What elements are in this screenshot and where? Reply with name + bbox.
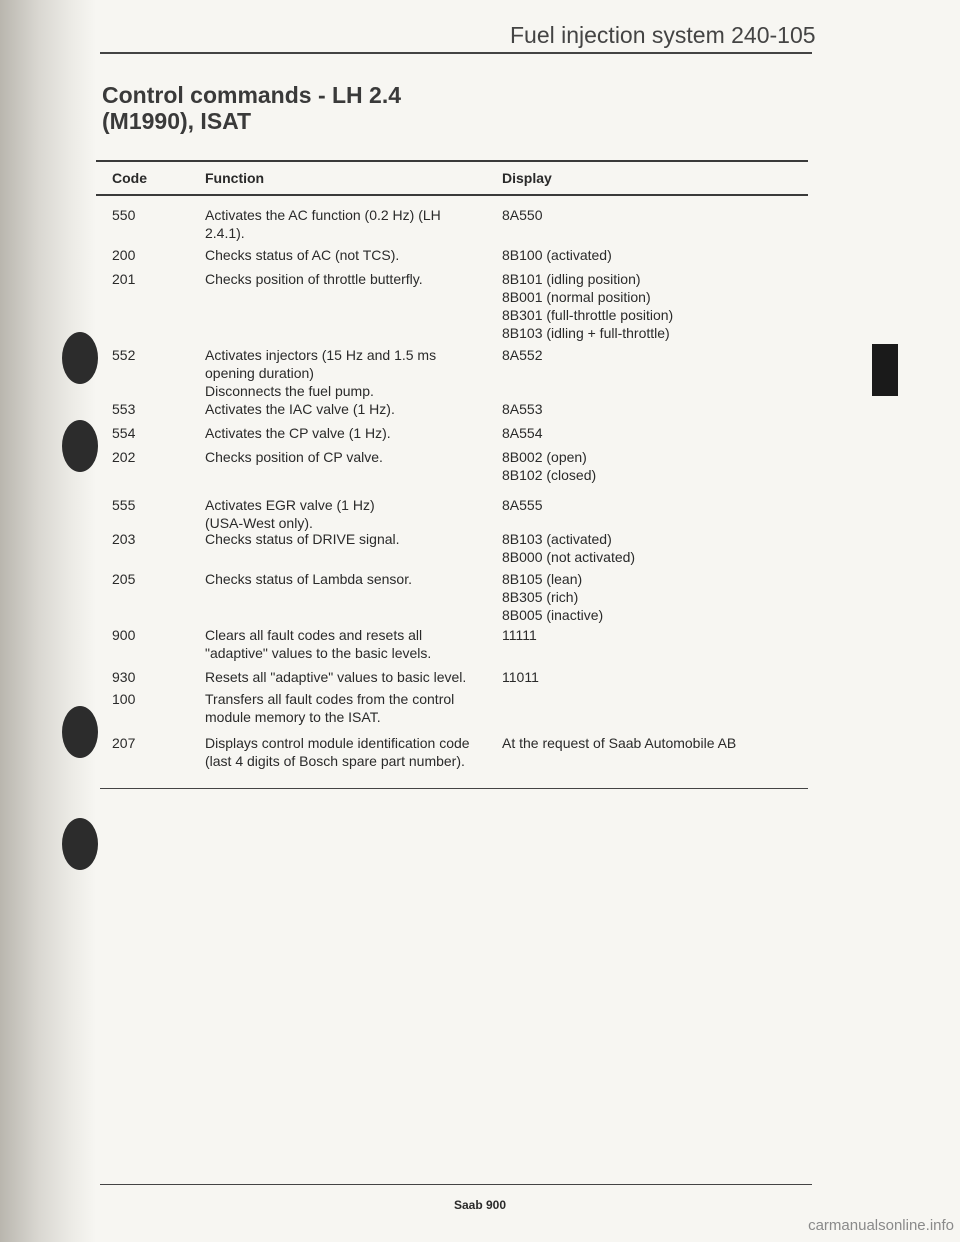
function-line: Activates the CP valve (1 Hz).: [205, 425, 391, 441]
function-line: (last 4 digits of Bosch spare part number).: [205, 753, 465, 769]
row-function: [205, 496, 493, 532]
display-line: 11111: [502, 627, 537, 643]
display-line: 8B001 (normal position): [502, 289, 651, 305]
header-code: Code: [112, 170, 147, 186]
row-code: 553: [112, 401, 136, 417]
row-code: 552: [112, 347, 136, 363]
row-function: [205, 734, 493, 770]
row-code: 550: [112, 207, 136, 223]
row-display: [502, 496, 802, 514]
function-line: Disconnects the fuel pump.: [205, 383, 374, 399]
control-commands-table: [96, 160, 808, 769]
running-header: Fuel injection system 240-105: [510, 22, 816, 48]
function-line: Checks status of Lambda sensor.: [205, 571, 412, 587]
function-line: Displays control module identification code: [205, 735, 470, 751]
binder-hole: [62, 420, 98, 472]
function-line: Checks status of AC (not TCS).: [205, 247, 400, 263]
display-line: 8A553: [502, 401, 543, 417]
function-line: Activates the AC function (0.2 Hz) (LH: [205, 207, 441, 223]
row-code: 900: [112, 627, 136, 643]
row-code: 201: [112, 271, 136, 287]
row-function: [205, 626, 493, 662]
row-display: [502, 626, 802, 644]
row-display: [502, 448, 802, 484]
section-title-line: Control commands - LH 2.4: [102, 82, 402, 108]
binder-hole: [62, 706, 98, 758]
row-code: 100: [112, 691, 136, 707]
display-line: 8B103 (activated): [502, 531, 612, 547]
function-line: Checks status of DRIVE signal.: [205, 531, 400, 547]
header-rule: [100, 52, 812, 54]
row-function: [205, 424, 493, 442]
display-line: 8B005 (inactive): [502, 607, 604, 623]
display-line: 8B103 (idling + full-throttle): [502, 325, 670, 341]
row-display: [502, 734, 802, 752]
function-line: (USA-West only).: [205, 515, 313, 531]
function-line: module memory to the ISAT.: [205, 709, 381, 725]
row-code: 205: [112, 571, 136, 587]
row-function: [205, 690, 493, 726]
table-header: [96, 160, 808, 196]
page-footer: Saab 900: [453, 1198, 507, 1212]
row-code: 554: [112, 425, 136, 441]
row-function: [205, 246, 493, 264]
binder-hole: [62, 818, 98, 870]
watermark: carmanualsonline.info: [808, 1217, 954, 1234]
row-display: [502, 206, 802, 224]
page-binding-edge: [0, 0, 96, 1242]
function-line: Activates injectors (15 Hz and 1.5 ms: [205, 347, 437, 363]
row-code: 207: [112, 735, 136, 751]
row-function: [205, 668, 493, 686]
function-line: opening duration): [205, 365, 314, 381]
function-line: Transfers all fault codes from the control: [205, 691, 455, 707]
function-line: Checks position of throttle butterfly.: [205, 271, 423, 287]
function-line: 2.4.1).: [205, 225, 245, 241]
row-display: [502, 570, 802, 624]
section-title: [102, 82, 482, 134]
display-line: 8B000 (not activated): [502, 549, 636, 565]
row-code: 203: [112, 531, 136, 547]
display-line: 8B002 (open): [502, 449, 587, 465]
row-function: [205, 448, 493, 466]
header-display: Display: [502, 170, 552, 186]
row-display: [502, 400, 802, 418]
footer-rule: [100, 1184, 812, 1185]
row-code: 930: [112, 669, 136, 685]
function-line: "adaptive" values to the basic levels.: [205, 645, 432, 661]
function-line: Resets all "adaptive" values to basic level.: [205, 669, 467, 685]
display-line: 8B101 (idling position): [502, 271, 641, 287]
header-function: Function: [205, 170, 265, 186]
function-line: Activates the IAC valve (1 Hz).: [205, 401, 395, 417]
row-display: [502, 346, 802, 364]
display-line: 8A554: [502, 425, 543, 441]
row-code: 555: [112, 497, 136, 513]
row-function: [205, 270, 493, 288]
row-display: [502, 530, 802, 566]
binder-hole: [62, 332, 98, 384]
function-line: Clears all fault codes and resets all: [205, 627, 423, 643]
display-line: At the request of Saab Automobile AB: [502, 735, 737, 751]
section-title-line: (M1990), ISAT: [102, 108, 252, 134]
table-bottom-rule: [100, 788, 808, 789]
row-function: [205, 400, 493, 418]
row-display: [502, 668, 802, 686]
function-line: Activates EGR valve (1 Hz): [205, 497, 375, 513]
row-function: [205, 530, 493, 548]
row-display: [502, 270, 802, 342]
row-display: [502, 424, 802, 442]
display-line: 8A555: [502, 497, 543, 513]
display-line: 8A552: [502, 347, 543, 363]
row-function: [205, 346, 493, 400]
display-line: 8B102 (closed): [502, 467, 597, 483]
display-line: 8B301 (full-throttle position): [502, 307, 674, 323]
row-code: 200: [112, 247, 136, 263]
section-thumb-tab: [872, 344, 898, 396]
row-function: [205, 206, 493, 242]
display-line: 8B100 (activated): [502, 247, 612, 263]
row-function: [205, 570, 493, 588]
display-line: 11011: [502, 669, 539, 685]
display-line: 8B305 (rich): [502, 589, 579, 605]
display-line: 8B105 (lean): [502, 571, 583, 587]
row-code: 202: [112, 449, 136, 465]
display-line: 8A550: [502, 207, 543, 223]
row-display: [502, 246, 802, 264]
function-line: Checks position of CP valve.: [205, 449, 383, 465]
